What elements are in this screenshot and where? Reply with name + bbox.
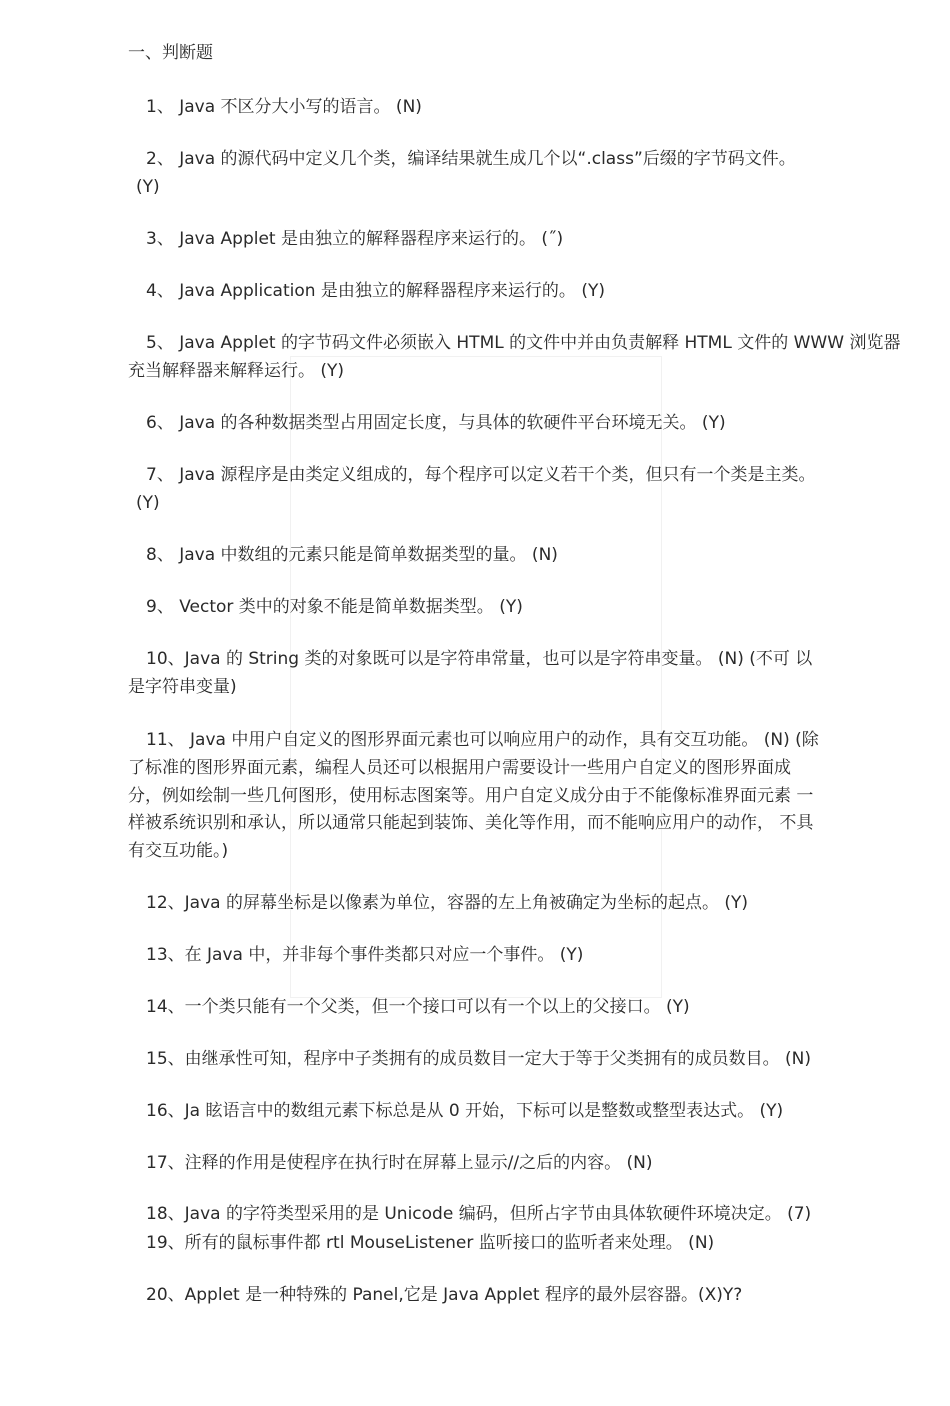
- question-line: 1、 Java 不区分大小写的语言。 (N): [146, 97, 422, 117]
- section-heading: 一、判断题: [128, 43, 213, 63]
- question-line: 6、 Java 的各种数据类型占用固定长度，与具体的软硬件平台环境无关。 (Y): [146, 413, 726, 433]
- question-line: 12、Java 的屏幕坐标是以像素为单位，容器的左上角被确定为坐标的起点。 (Y): [146, 893, 748, 913]
- question-line: 15、由继承性可知，程序中子类拥有的成员数目一定大于等于父类拥有的成员数目。 (N): [146, 1049, 812, 1069]
- question-line: 18、Java 的字符类型采用的是 Unicode 编码，但所占字节由具体软硬件环境决定。 (7): [146, 1204, 812, 1224]
- question-line: 是字符串变量): [128, 677, 237, 697]
- question-line: 17、注释的作用是使程序在执行时在屏幕上显示//之后的内容。 (N): [146, 1153, 653, 1173]
- question-line: 7、 Java 源程序是由类定义组成的，每个程序可以定义若干个类，但只有一个类是主类。: [146, 465, 816, 485]
- question-line: 2、 Java 的源代码中定义几个类，编译结果就生成几个以“.class”后缀的字节码文件。: [146, 149, 796, 169]
- question-line: 8、 Java 中数组的元素只能是简单数据类型的量。 (N): [146, 545, 558, 565]
- question-line: 了标准的图形界面元素，编程人员还可以根据用户需要设计一些用户自定义的图形界面成: [128, 758, 791, 778]
- question-line: 14、一个类只能有一个父类，但一个接口可以有一个以上的父接口。 (Y): [146, 997, 690, 1017]
- question-line: 13、在 Java 中，并非每个事件类都只对应一个事件。 (Y): [146, 945, 584, 965]
- question-line: 充当解释器来解释运行。 (Y): [128, 361, 345, 381]
- question-line: 4、 Java Application 是由独立的解释器程序来运行的。 (Y): [146, 281, 605, 301]
- question-line: 10、Java 的 String 类的对象既可以是字符串常量，也可以是字符串变量。 (N) (不可 以: [146, 649, 813, 669]
- question-line: 有交互功能。): [128, 841, 229, 861]
- question-line: 20、Applet 是一种特殊的 Panel,它是 Java Applet 程序的最外层容器。(X)Y?: [146, 1285, 743, 1305]
- question-line: 3、 Java Applet 是由独立的解释器程序来运行的。 (˝): [146, 229, 564, 249]
- question-line: 分，例如绘制一些几何图形，使用标志图案等。用户自定义成分由于不能像标准界面元素 一: [128, 786, 814, 806]
- question-line: 11、 Java 中用户自定义的图形界面元素也可以响应用户的动作，具有交互功能。 (N) (除: [146, 730, 819, 750]
- question-line: 19、所有的鼠标事件都 rtl MouseListener 监听接口的监听者来处理。 (N): [146, 1233, 715, 1253]
- question-line: 样被系统识别和承认，所以通常只能起到装饰、美化等作用，而不能响应用户的动作， 不具: [128, 813, 814, 833]
- question-line: 16、Ja 眩语言中的数组元素下标总是从 0 开始，下标可以是整数或整型表达式。 (Y): [146, 1101, 784, 1121]
- question-line: (Y): [136, 493, 160, 513]
- question-line: (Y): [136, 177, 160, 197]
- question-line: 5、 Java Applet 的字节码文件必须嵌入 HTML 的文件中并由负责解释 HTML 文件的 WWW 浏览器: [146, 333, 901, 353]
- question-line: 9、 Vector 类中的对象不能是简单数据类型。 (Y): [146, 597, 523, 617]
